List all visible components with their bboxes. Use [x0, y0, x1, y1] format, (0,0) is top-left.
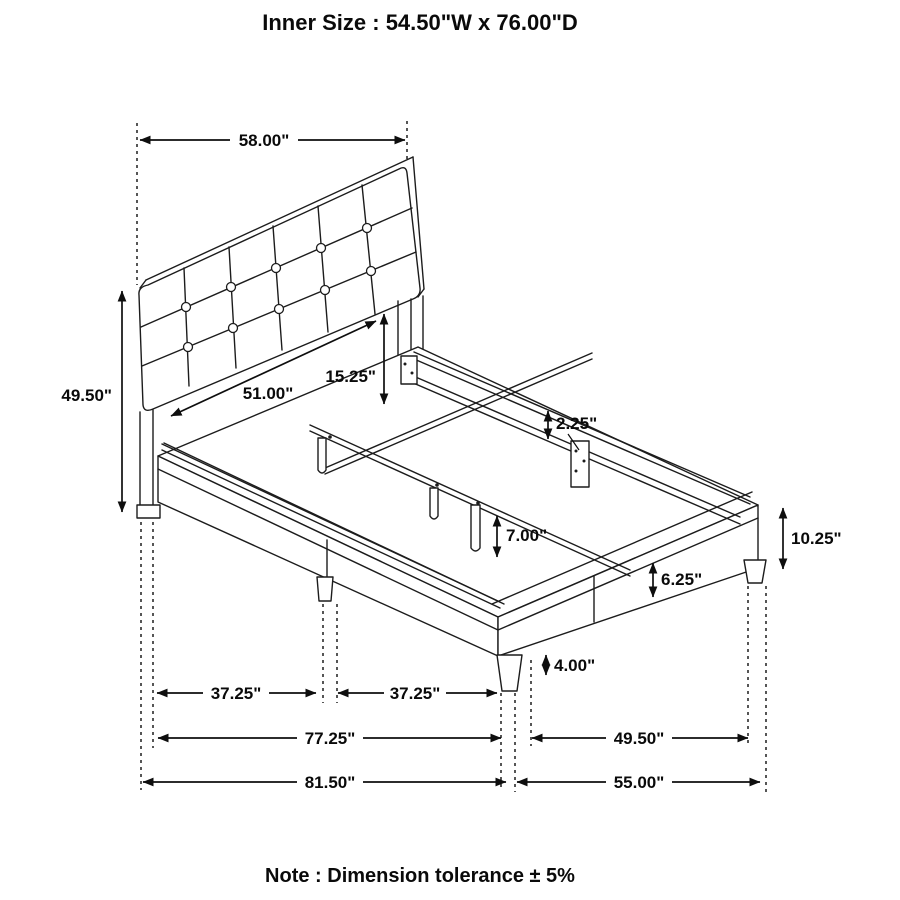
center-support-leg	[430, 488, 438, 519]
dim-front-right-leg-span	[338, 684, 497, 703]
dimension-label: 37.25"	[389, 684, 441, 703]
dimension-label: 15.25"	[325, 367, 376, 386]
bracket-hole	[404, 363, 407, 366]
screw-dot	[328, 435, 332, 439]
dim-side-leg-span	[532, 729, 748, 748]
dimension-label: 7.00"	[506, 526, 548, 545]
bracket-hole	[411, 372, 414, 375]
dim-headboard-width	[140, 131, 405, 150]
dim-overall-length	[143, 773, 506, 792]
rail-bracket-plate	[571, 441, 589, 487]
right-corner-leg	[744, 560, 766, 583]
screw-dot	[435, 483, 439, 487]
dim-side-overall-span	[517, 773, 760, 792]
tufting-button	[321, 286, 330, 295]
dimension-label: 55.00"	[613, 773, 665, 792]
tufting-button	[229, 324, 238, 333]
dimension-label: 77.25"	[304, 729, 356, 748]
dimension-label: 51.00"	[242, 384, 294, 403]
tufting-button	[317, 244, 326, 253]
dimension-label: 49.50"	[613, 729, 665, 748]
dim-foot-leg-height	[546, 655, 595, 675]
tufting-button	[184, 343, 193, 352]
dimension-label: 2.25"	[556, 414, 598, 433]
headboard-bracket-plate	[401, 356, 417, 384]
tufting-button	[272, 264, 281, 273]
dim-front-left-leg-span	[157, 684, 316, 703]
dimension-label: 6.25"	[661, 570, 703, 589]
center-support-leg	[318, 438, 326, 473]
tufting-button	[227, 283, 236, 292]
dimension-label: 81.50"	[304, 773, 356, 792]
dimension-label: 10.25"	[791, 529, 842, 548]
dim-frame-height	[783, 508, 842, 569]
tufting-button	[367, 267, 376, 276]
headboard-left-leg	[137, 410, 160, 518]
tolerance-note: Note : Dimension tolerance ± 5%	[265, 865, 575, 887]
page-title: Inner Size : 54.50"W x 76.00"D	[262, 10, 578, 35]
dim-front-inner-span	[158, 729, 501, 748]
dimension-label: 37.25"	[210, 684, 262, 703]
tufting-button	[363, 224, 372, 233]
foot-corner-leg	[497, 655, 522, 691]
bracket-hole	[575, 450, 578, 453]
dimension-label: 4.00"	[554, 656, 596, 675]
bracket-hole	[583, 460, 586, 463]
screw-dot	[476, 501, 480, 505]
dimension-label: 49.50"	[61, 386, 112, 405]
dimension-label: 58.00"	[238, 131, 290, 150]
center-front-leg	[317, 577, 333, 601]
center-support-leg	[471, 505, 480, 551]
tufting-button	[275, 305, 284, 314]
dim-headboard-height	[61, 291, 122, 512]
leg-foot-block	[137, 505, 160, 518]
bracket-hole	[575, 470, 578, 473]
tufting-button	[182, 303, 191, 312]
